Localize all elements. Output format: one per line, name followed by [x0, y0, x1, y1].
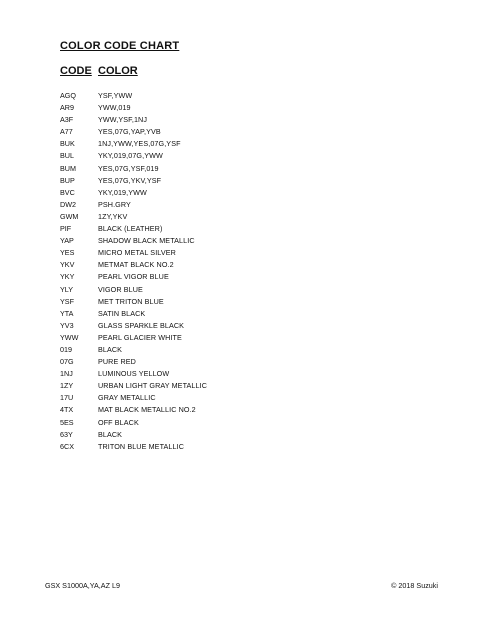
color-code: DW2	[60, 199, 76, 209]
color-name: LUMINOUS YELLOW	[98, 369, 170, 379]
list-item	[60, 320, 440, 332]
color-code: AR9	[60, 103, 74, 113]
column-header-code: CODE	[60, 65, 92, 77]
color-name: TRITON BLUE METALLIC	[98, 441, 185, 451]
color-code: YSF	[60, 296, 74, 306]
color-name: MET TRITON BLUE	[98, 296, 164, 306]
color-name: URBAN LIGHT GRAY METALLIC	[98, 381, 208, 391]
color-code: GWM	[60, 211, 79, 221]
color-name: GLASS SPARKLE BLACK	[98, 320, 185, 330]
list-item	[60, 223, 440, 235]
color-code: 07G	[60, 357, 74, 367]
list-item	[60, 102, 440, 114]
color-name: OFF BLACK	[98, 417, 139, 427]
list-item	[60, 404, 440, 416]
color-code: BUM	[60, 163, 76, 173]
color-name: PEARL GLACIER WHITE	[98, 332, 182, 342]
list-item	[60, 211, 440, 223]
list-item	[60, 138, 440, 150]
list-item	[60, 114, 440, 126]
color-name: METMAT BLACK NO.2	[98, 260, 174, 270]
list-item	[60, 417, 440, 429]
list-item	[60, 344, 440, 356]
list-item	[60, 380, 440, 392]
color-code: 1ZY	[60, 381, 74, 391]
list-item	[60, 356, 440, 368]
color-name: YKY,019,07G,YWW	[98, 151, 163, 161]
footer-copyright: © 2018 Suzuki	[391, 581, 438, 590]
list-item	[60, 429, 440, 441]
color-code: YKV	[60, 260, 75, 270]
color-code: YES	[60, 248, 75, 258]
list-item	[60, 90, 440, 102]
color-code-list	[60, 90, 440, 453]
color-name: BLACK	[98, 344, 123, 354]
list-item	[60, 126, 440, 138]
list-item	[60, 150, 440, 162]
color-name: 1ZY,YKV	[98, 211, 128, 221]
color-name: YES,07G,YSF,019	[98, 163, 159, 173]
list-item	[60, 296, 440, 308]
color-name: YES,07G,YAP,YVB	[98, 127, 161, 137]
color-code: 4TX	[60, 405, 74, 415]
column-header-color: COLOR	[98, 65, 138, 77]
color-name: BLACK	[98, 429, 123, 439]
color-name: YWW,019	[98, 103, 131, 113]
list-item	[60, 308, 440, 320]
list-item	[60, 368, 440, 380]
color-code: BUL	[60, 151, 74, 161]
list-item	[60, 259, 440, 271]
color-code: YKY	[60, 272, 75, 282]
color-name: 1NJ,YWW,YES,07G,YSF	[98, 139, 181, 149]
color-name: PEARL VIGOR BLUE	[98, 272, 169, 282]
color-code: BUK	[60, 139, 75, 149]
color-code: BUP	[60, 175, 75, 185]
list-item	[60, 247, 440, 259]
color-code: A77	[60, 127, 73, 137]
list-item	[60, 199, 440, 211]
list-item	[60, 441, 440, 453]
color-name: YWW,YSF,1NJ	[98, 115, 148, 125]
footer-model: GSX S1000A,YA,AZ L9	[45, 581, 120, 590]
color-code: AGQ	[60, 91, 76, 100]
color-code: 1NJ	[60, 369, 73, 379]
color-name: MAT BLACK METALLIC NO.2	[98, 405, 196, 415]
list-item	[60, 284, 440, 296]
list-item	[60, 271, 440, 283]
color-code: YTA	[60, 308, 74, 318]
color-code: 5ES	[60, 417, 74, 427]
color-code: 6CX	[60, 441, 74, 451]
color-name: BLACK (LEATHER)	[98, 224, 163, 234]
color-code: YWW	[60, 332, 79, 342]
color-name: SATIN BLACK	[98, 308, 146, 318]
color-name: PSH.GRY	[98, 199, 131, 209]
color-code: YV3	[60, 320, 74, 330]
color-code: 019	[60, 344, 72, 354]
color-code: 63Y	[60, 429, 73, 439]
color-code: 17U	[60, 393, 74, 403]
color-code: YAP	[60, 236, 74, 246]
list-item	[60, 187, 440, 199]
color-name: VIGOR BLUE	[98, 284, 143, 294]
color-name: YES,07G,YKV,YSF	[98, 175, 162, 185]
color-name: YSF,YWW	[98, 91, 133, 100]
color-name: MICRO METAL SILVER	[98, 248, 176, 258]
page-title: COLOR CODE CHART	[60, 40, 180, 52]
list-item	[60, 392, 440, 404]
color-name: YKY,019,YWW	[98, 187, 147, 197]
list-item	[60, 163, 440, 175]
list-item	[60, 235, 440, 247]
color-code: BVC	[60, 187, 75, 197]
color-code: YLY	[60, 284, 74, 294]
color-name: PURE RED	[98, 357, 136, 367]
color-code: A3F	[60, 115, 74, 125]
list-item	[60, 332, 440, 344]
color-code: PIF	[60, 224, 72, 234]
color-name: GRAY METALLIC	[98, 393, 156, 403]
list-item	[60, 175, 440, 187]
color-name: SHADOW BLACK METALLIC	[98, 236, 195, 246]
